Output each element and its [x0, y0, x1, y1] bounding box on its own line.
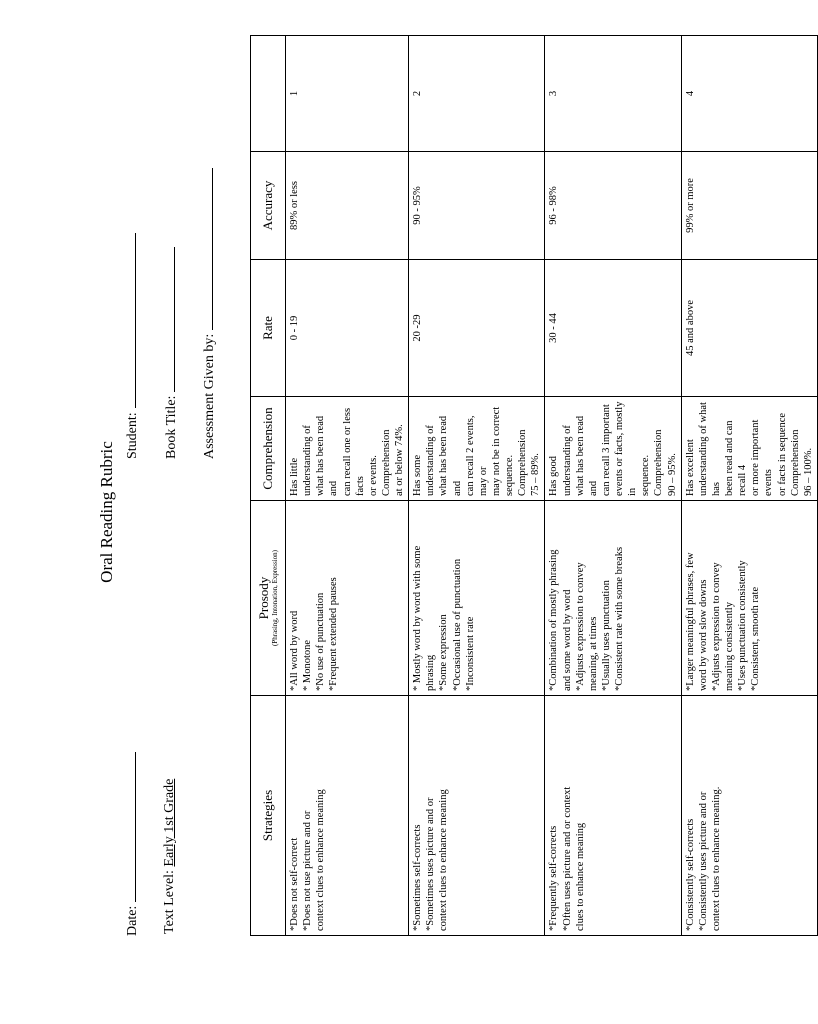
comprehension-cell	[681, 397, 817, 501]
comprehension-header: Comprehension	[251, 397, 286, 501]
comprehension-cell	[409, 397, 545, 501]
table-row	[681, 36, 817, 936]
strategies-line: *Often uses picture and or context	[561, 786, 573, 931]
prosody-line: *Larger meaningful phrases, few	[684, 552, 696, 691]
prosody-header	[251, 501, 286, 696]
strategies-line: *Sometimes uses picture and or	[425, 797, 437, 931]
strategies-line: *Consistently uses picture and or	[697, 791, 709, 931]
prosody-line: and some word by word	[561, 589, 573, 691]
strategies-line: clues to enhance meaning	[574, 822, 586, 931]
prosody-cell	[286, 501, 409, 696]
prosody-line: *Combination of mostly phrasing	[548, 549, 560, 691]
strategies-line: *Does not self-correct	[289, 837, 300, 931]
rubric-table	[250, 35, 818, 936]
prosody-line: * Mostly word by word with some	[412, 545, 424, 691]
strategies-line: *Does not use picture and or	[302, 810, 314, 931]
prosody-header-subtitle: (Phrasing, Intonation, Expression)	[271, 549, 280, 647]
level-header	[251, 36, 286, 152]
level-cell: 3	[545, 36, 681, 152]
prosody-line: meaning consistently	[724, 602, 735, 691]
strategies-cell	[409, 696, 545, 936]
comprehension-line: sequence. Comprehension	[640, 429, 665, 496]
date-field[interactable]	[123, 752, 141, 936]
strategies-line: *Frequently self-corrects	[548, 825, 560, 931]
header-row	[251, 36, 286, 936]
prosody-line: *Adjusts expression to convey	[710, 562, 722, 691]
comprehension-line: 75 – 89%.	[530, 453, 542, 496]
prosody-line: *Adjusts expression to convey	[574, 562, 586, 691]
rate-cell: 30 - 44	[545, 260, 681, 397]
strategies-line: context clues to enhance meaning	[438, 789, 450, 931]
assessment-label: Assessment Given by:	[202, 333, 217, 459]
rate-header: Rate	[251, 260, 286, 397]
prosody-line: phrasing	[425, 654, 437, 691]
comprehension-line: can recall 2 events, may or	[464, 415, 489, 496]
accuracy-header: Accuracy	[251, 152, 286, 260]
student-field[interactable]	[123, 233, 141, 459]
table-row	[286, 36, 409, 936]
date-label: Date:	[125, 905, 140, 936]
text-level-value: Early 1st Grade	[162, 778, 177, 867]
text-level-label: Text Level:	[162, 870, 177, 934]
prosody-line: * Monotone	[302, 639, 314, 691]
book-title-label: Book Title:	[164, 395, 179, 459]
prosody-line: *Uses punctuation consistently	[737, 560, 749, 691]
comprehension-line: or events. Comprehension	[367, 429, 392, 496]
table-row	[545, 36, 681, 936]
comprehension-line: at or below 74%.	[394, 424, 405, 496]
rate-cell: 20 -29	[409, 260, 545, 397]
comprehension-cell	[286, 397, 409, 501]
comprehension-cell	[545, 397, 681, 501]
comprehension-line: been read and can recall 4	[724, 420, 749, 496]
strategies-cell	[286, 696, 409, 936]
strategies-line: context clues to enhance meaning	[315, 789, 327, 931]
prosody-line: *Consistent rate with some breaks	[614, 546, 625, 691]
comprehension-line: Has excellent	[684, 439, 696, 496]
strategies-cell	[545, 696, 681, 936]
prosody-line: *All word by word	[289, 610, 300, 691]
prosody-line: *Consistent, smooth rate	[750, 586, 762, 691]
level-cell: 2	[409, 36, 545, 152]
prosody-line: *Occasional use of punctuation	[451, 558, 463, 691]
prosody-header-title: Prosody	[256, 576, 272, 620]
comprehension-line: what has been read and	[315, 415, 340, 496]
prosody-line: *Usually uses punctuation	[600, 580, 612, 691]
book-title-line[interactable]	[162, 247, 175, 392]
comprehension-line: can recall one or less facts	[341, 407, 366, 496]
comprehension-line: what has been read and	[574, 415, 599, 496]
comprehension-line: Comprehension	[789, 429, 801, 496]
prosody-line: meaning, at times	[587, 616, 599, 691]
comprehension-line: or more important events	[750, 419, 775, 496]
text-level-field	[162, 779, 178, 934]
level-cell: 1	[286, 36, 409, 152]
rate-cell: 45 and above	[681, 260, 817, 397]
student-label: Student:	[125, 412, 140, 459]
comprehension-line: Has some understanding of	[412, 425, 437, 496]
page-title: Oral Reading Rubric	[97, 441, 116, 583]
accuracy-cell: 90 - 95%	[409, 152, 545, 260]
accuracy-cell: 89% or less	[286, 152, 409, 260]
comprehension-line: events or facts, mostly in	[614, 401, 639, 496]
table-row	[409, 36, 545, 936]
comprehension-line: or facts in sequence	[776, 412, 788, 496]
comprehension-line: 96 – 100%.	[802, 447, 814, 496]
strategies-cell	[681, 696, 817, 936]
assessment-line[interactable]	[200, 168, 213, 330]
strategies-line: context clues to enhance meaning.	[710, 786, 722, 931]
comprehension-line: 90 – 95%.	[666, 453, 678, 496]
book-title-field[interactable]	[162, 247, 180, 459]
rate-cell: 0 - 19	[286, 260, 409, 397]
prosody-line: *Inconsistent rate	[464, 616, 476, 691]
prosody-line: *Some expression	[438, 614, 450, 691]
strategies-line: *Sometimes self-corrects	[412, 824, 424, 931]
student-line[interactable]	[123, 233, 136, 408]
comprehension-line: what has been read and	[438, 415, 463, 496]
comprehension-line: may not be in correct	[490, 406, 502, 496]
strategies-header: Strategies	[251, 696, 286, 936]
comprehension-line: Has little understanding of	[289, 425, 314, 496]
assessment-field[interactable]	[200, 168, 218, 459]
prosody-cell	[545, 501, 681, 696]
prosody-line: *Frequent extended pauses	[328, 577, 340, 691]
comprehension-line: can recall 3 important	[600, 404, 612, 496]
prosody-line: *No use of punctuation	[315, 592, 327, 691]
comprehension-line: sequence. Comprehension	[504, 429, 529, 496]
strategies-line: *Consistently self-corrects	[684, 818, 696, 931]
prosody-line: word by word slow downs	[697, 579, 709, 691]
level-cell: 4	[681, 36, 817, 152]
prosody-cell	[409, 501, 545, 696]
accuracy-cell: 99% or more	[681, 152, 817, 260]
comprehension-line: understanding of what has	[697, 402, 722, 496]
comprehension-line: Has good understanding of	[548, 425, 573, 496]
prosody-cell	[681, 501, 817, 696]
accuracy-cell: 96 - 98%	[545, 152, 681, 260]
date-line[interactable]	[123, 752, 136, 902]
